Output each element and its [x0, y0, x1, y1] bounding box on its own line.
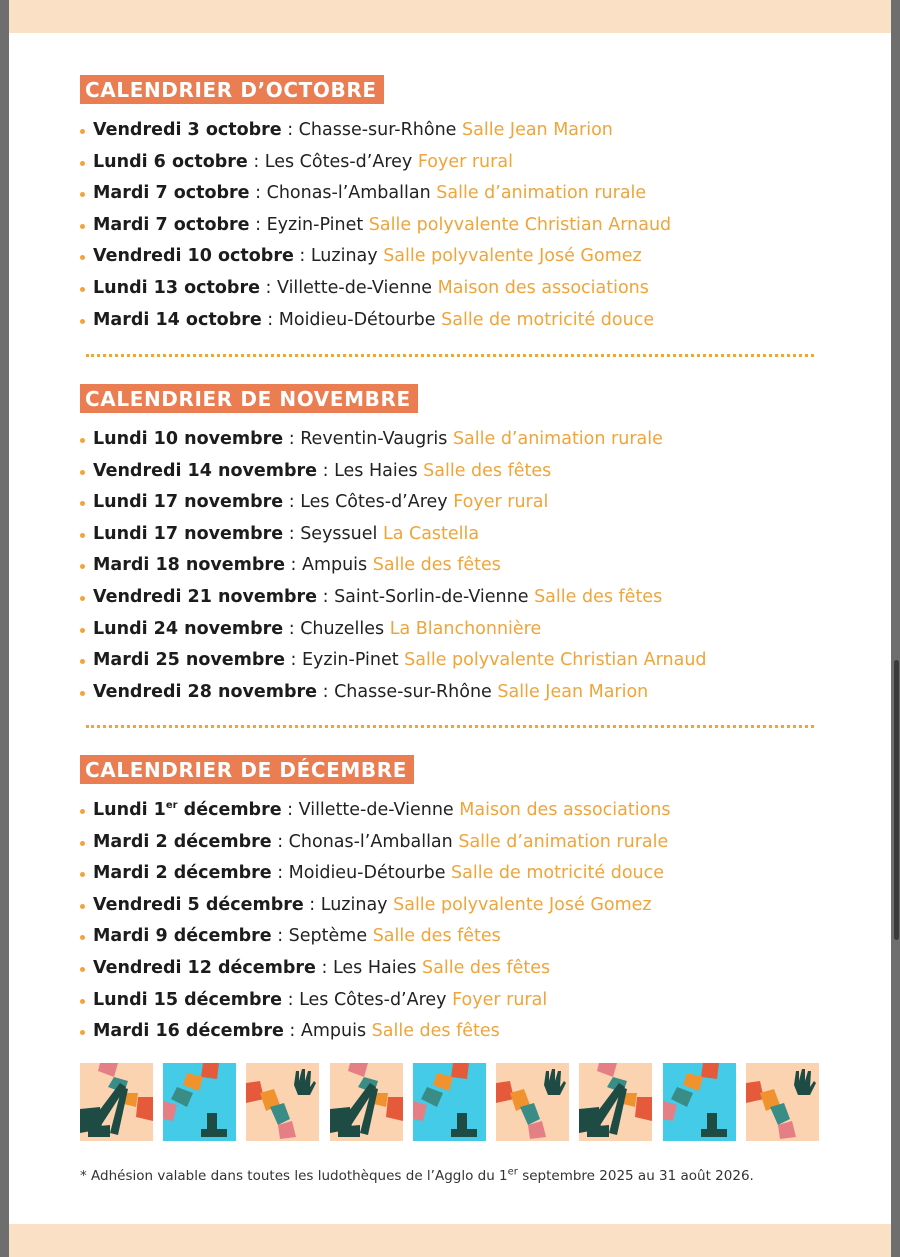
separator: : — [271, 831, 289, 852]
event-date: Mardi 2 décembre — [93, 831, 272, 852]
event-date: Vendredi 10 octobre — [93, 246, 294, 267]
footnote-text-end: septembre 2025 au 31 août 2026. — [517, 1168, 754, 1184]
event-date: Lundi 17 novembre — [93, 492, 284, 513]
separator: : — [283, 429, 301, 449]
event-venue: Salle des fêtes — [372, 555, 501, 576]
list-item — [80, 858, 820, 890]
section-heading: CALENDRIER DE NOVEMBRE — [80, 384, 418, 413]
bullet — [80, 564, 85, 569]
list-item — [80, 424, 820, 456]
event-place: Les Côtes-d’Arey — [264, 151, 413, 172]
separator: : — [283, 1021, 301, 1042]
list-item — [80, 890, 820, 922]
event-place: Ampuis — [300, 1021, 367, 1042]
event-date: Mardi 25 novembre — [93, 650, 285, 671]
bullet — [80, 319, 85, 324]
event-date: Mardi 7 octobre — [93, 183, 250, 204]
separator: : — [259, 277, 277, 298]
bullet — [80, 904, 85, 909]
event-venue: Salle polyvalente José Gomez — [393, 894, 652, 915]
bullet — [80, 659, 85, 664]
foot-tile-icon — [663, 1063, 736, 1141]
event-date: Mardi 18 novembre — [93, 555, 285, 576]
footnote-text: * Adhésion valable dans toutes les ludothèques de l’Agglo du 1 — [80, 1168, 508, 1184]
window-frame-right — [891, 0, 900, 1257]
event-venue: Salle des fêtes — [422, 957, 551, 978]
separator: : — [247, 151, 265, 172]
list-item — [80, 241, 820, 273]
bullet — [80, 628, 85, 633]
event-venue: La Castella — [382, 523, 480, 544]
separator: : — [317, 586, 335, 607]
event-date: Mardi 7 octobre — [93, 214, 250, 235]
event-date: Vendredi 21 novembre — [93, 586, 318, 607]
event-place: Les Haies — [334, 460, 418, 481]
separator: : — [284, 650, 302, 671]
bullet — [80, 501, 85, 506]
event-date: Lundi 6 octobre — [93, 151, 248, 172]
event-place: Les Côtes-d’Arey — [299, 989, 447, 1010]
event-place: Luzinay — [320, 894, 388, 915]
dotted-divider — [86, 354, 814, 357]
event-place: Luzinay — [310, 246, 378, 267]
separator: : — [315, 957, 333, 978]
event-place: Chasse-sur-Rhône — [334, 681, 492, 702]
event-place: Les Côtes-d’Arey — [300, 492, 448, 513]
bullet — [80, 596, 85, 601]
separator: : — [261, 309, 279, 330]
window-frame-left — [0, 0, 9, 1257]
event-place: Chonas-l’Amballan — [288, 831, 453, 852]
separator: : — [317, 681, 335, 702]
event-place: Septème — [288, 926, 368, 947]
event-venue: Salle polyvalente Christian Arnaud — [404, 650, 707, 671]
list-item — [80, 305, 820, 337]
bullet — [80, 691, 85, 696]
hand-tile-icon — [746, 1063, 819, 1141]
scissors-tile-icon — [330, 1063, 403, 1141]
illustration-strip — [80, 1063, 820, 1141]
event-date: Vendredi 14 novembre — [93, 460, 318, 481]
event-place: Eyzin-Pinet — [301, 650, 399, 671]
event-place: Villette-de-Vienne — [276, 277, 433, 298]
list-item — [80, 115, 820, 147]
list-item — [80, 827, 820, 859]
event-place: Chuzelles — [300, 618, 385, 639]
event-date: Vendredi 28 novembre — [93, 681, 318, 702]
event-venue: Salle de motricité douce — [441, 309, 655, 330]
list-item — [80, 582, 820, 614]
list-item — [80, 614, 820, 646]
bullet — [80, 809, 85, 814]
bullet — [80, 967, 85, 972]
ordinal-suffix: er — [507, 1166, 518, 1178]
section-november — [80, 384, 820, 708]
separator: : — [249, 214, 267, 235]
list-item — [80, 550, 820, 582]
event-venue: Foyer rural — [453, 492, 549, 513]
event-place: Chasse-sur-Rhône — [298, 120, 457, 140]
event-place: Reventin-Vaugris — [300, 429, 448, 449]
event-venue: Maison des associations — [437, 277, 649, 298]
section-heading: CALENDRIER D’OCTOBRE — [80, 75, 384, 104]
event-venue: Salle d’animation rurale — [436, 183, 647, 204]
section-heading: CALENDRIER DE DÉCEMBRE — [80, 755, 414, 784]
list-item — [80, 487, 820, 519]
list-item — [80, 519, 820, 551]
scissors-tile-icon — [80, 1063, 153, 1141]
list-item — [80, 1016, 820, 1048]
event-place: Moidieu-Détourbe — [278, 309, 436, 330]
bullet — [80, 287, 85, 292]
event-date: Mardi 9 décembre — [93, 926, 272, 947]
event-venue: Salle des fêtes — [423, 460, 552, 481]
footnote — [80, 1168, 840, 1184]
event-place: Villette-de-Vienne — [298, 800, 454, 820]
event-date: Lundi 15 décembre — [93, 989, 283, 1010]
event-venue: Maison des associations — [459, 800, 671, 820]
event-place: Les Haies — [332, 957, 417, 978]
list-item — [80, 273, 820, 305]
bullet — [80, 224, 85, 229]
scrollbar-thumb[interactable] — [894, 660, 899, 940]
separator: : — [293, 246, 311, 267]
separator: : — [283, 523, 301, 544]
event-place: Ampuis — [301, 555, 368, 576]
event-venue: Salle polyvalente Christian Arnaud — [368, 214, 672, 235]
list-item — [80, 921, 820, 953]
bullet — [80, 1030, 85, 1035]
separator: : — [249, 183, 267, 204]
event-list — [80, 424, 820, 708]
separator: : — [271, 863, 289, 884]
event-place: Seyssuel — [300, 523, 378, 544]
event-date: Lundi 13 octobre — [93, 277, 260, 298]
separator: : — [283, 492, 301, 513]
event-venue: Salle des fêtes — [371, 1021, 500, 1042]
section-december — [80, 755, 820, 1048]
bullet — [80, 438, 85, 443]
dotted-divider — [86, 725, 814, 728]
list-item — [80, 795, 820, 827]
hand-tile-icon — [246, 1063, 319, 1141]
list-item — [80, 178, 820, 210]
event-date: Lundi 17 novembre — [93, 523, 284, 544]
foot-tile-icon — [163, 1063, 236, 1141]
bullet — [80, 129, 85, 134]
separator: : — [303, 894, 321, 915]
separator: : — [283, 618, 301, 639]
ordinal-suffix: er — [165, 800, 178, 812]
bullet — [80, 872, 85, 877]
event-date-month: décembre — [177, 800, 282, 820]
event-date: Mardi 16 décembre — [93, 1021, 284, 1042]
bullet — [80, 161, 85, 166]
foot-tile-icon — [413, 1063, 486, 1141]
bullet — [80, 533, 85, 538]
event-venue: Salle Jean Marion — [462, 120, 613, 140]
list-item — [80, 147, 820, 179]
list-item — [80, 953, 820, 985]
event-venue: Salle des fêtes — [372, 926, 501, 947]
list-item — [80, 645, 820, 677]
separator: : — [271, 926, 289, 947]
bullet — [80, 470, 85, 475]
event-date-day: Lundi 1 — [93, 800, 166, 820]
event-venue: Salle polyvalente José Gomez — [383, 246, 642, 267]
bullet — [80, 255, 85, 260]
event-date: Vendredi 12 décembre — [93, 957, 316, 978]
event-date: Mardi 14 octobre — [93, 309, 262, 330]
list-item — [80, 677, 820, 709]
event-place: Eyzin-Pinet — [266, 214, 364, 235]
bullet — [80, 841, 85, 846]
event-venue: Salle d’animation rurale — [452, 429, 663, 449]
event-list — [80, 795, 820, 1048]
event-date: Vendredi 5 décembre — [93, 894, 304, 915]
event-venue: Salle de motricité douce — [451, 863, 665, 884]
list-item — [80, 456, 820, 488]
list-item — [80, 210, 820, 242]
event-date: Lundi 10 novembre — [93, 429, 284, 449]
event-venue: Salle des fêtes — [534, 586, 663, 607]
event-place: Chonas-l’Amballan — [266, 183, 431, 204]
bullet — [80, 935, 85, 940]
event-venue: Foyer rural — [452, 989, 548, 1010]
event-place: Saint-Sorlin-de-Vienne — [334, 586, 529, 607]
event-date: Vendredi 3 octobre — [93, 120, 282, 140]
event-place: Moidieu-Détourbe — [288, 863, 446, 884]
bullet — [80, 999, 85, 1004]
page-bottom-band — [9, 1224, 891, 1257]
event-list — [80, 115, 820, 336]
separator: : — [282, 989, 300, 1010]
event-venue: La Blanchonnière — [389, 618, 542, 639]
event-venue: Salle Jean Marion — [497, 681, 649, 702]
hand-tile-icon — [496, 1063, 569, 1141]
separator: : — [281, 800, 299, 820]
event-date: Lundi 24 novembre — [93, 618, 284, 639]
event-venue: Foyer rural — [417, 151, 513, 172]
section-october — [80, 75, 820, 336]
separator: : — [281, 120, 299, 140]
event-date: Mardi 2 décembre — [93, 863, 272, 884]
event-venue: Salle d’animation rurale — [458, 831, 669, 852]
event-date — [93, 800, 282, 820]
list-item — [80, 985, 820, 1017]
page-top-band — [9, 0, 891, 33]
separator: : — [317, 460, 335, 481]
scissors-tile-icon — [579, 1063, 652, 1141]
separator: : — [284, 555, 302, 576]
bullet — [80, 192, 85, 197]
